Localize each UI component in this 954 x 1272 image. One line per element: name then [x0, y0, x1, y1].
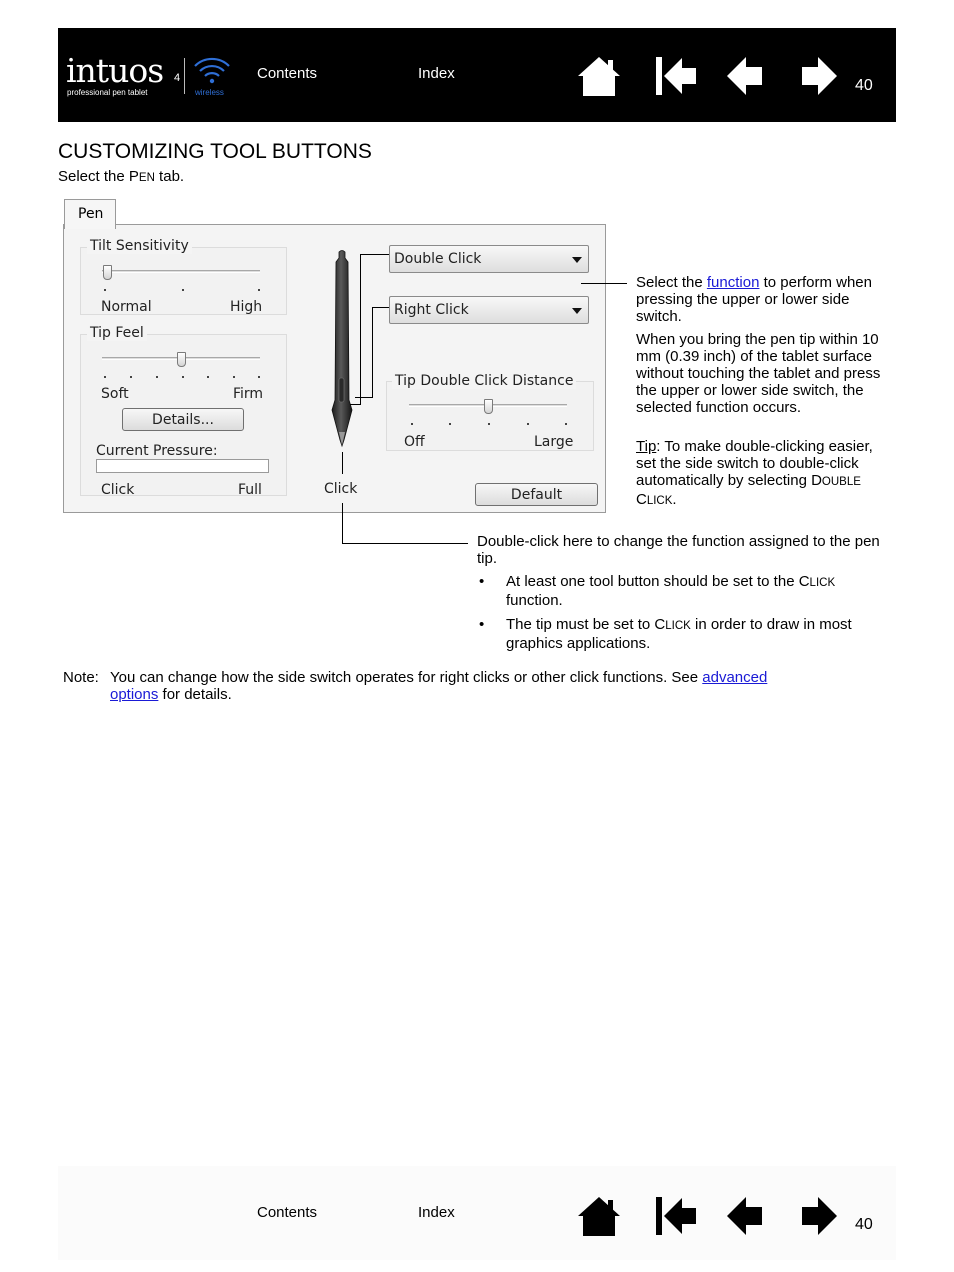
function-link[interactable]: function: [706, 274, 760, 291]
callout-p3-text: : To make double-clicking easier, set the side switch to double-click automatically by selecting D: [636, 438, 873, 489]
tip-feel-low-label: Soft: [101, 386, 129, 402]
index-link[interactable]: Index: [418, 65, 455, 82]
upper-switch-connector: [360, 254, 361, 404]
logo-tagline: professional pen tablet: [67, 88, 148, 97]
page-number: 40: [855, 77, 873, 94]
advanced-options-link[interactable]: options: [110, 686, 159, 703]
tip-callout-line: [342, 503, 343, 543]
pressure-low-label: Click: [101, 482, 135, 498]
callout-p1-post: to perform when pressing the upper or lower side switch.: [636, 274, 872, 325]
intro-sc-first: P: [128, 168, 139, 185]
slider-tick: [130, 376, 132, 378]
callout-p3-end: .: [672, 491, 677, 508]
upper-switch-dropdown[interactable]: [389, 245, 589, 273]
pressure-high-label: Full: [238, 482, 262, 498]
intro-text: [58, 168, 184, 187]
slider-tick: [449, 423, 451, 425]
chevron-down-icon: [572, 308, 582, 314]
tip-callout-bullets: [478, 573, 894, 659]
slider-tick: [207, 376, 209, 378]
intro-sc-rest: EN: [138, 172, 155, 184]
home-icon[interactable]: [577, 1194, 621, 1238]
details-button[interactable]: Details...: [122, 408, 244, 431]
footer-bar: [58, 1166, 896, 1260]
slider-tick: [258, 289, 260, 291]
upper-switch-connector: [360, 254, 389, 255]
slider-tick: [182, 376, 184, 378]
wireless-icon: [192, 54, 232, 88]
wireless-label: wireless: [195, 88, 224, 97]
upper-switch-connector: [350, 404, 361, 405]
tilt-high-label: High: [230, 299, 263, 315]
note-post: for details.: [158, 686, 232, 703]
footer-contents-link[interactable]: Contents: [257, 1204, 318, 1221]
bullet2-sc: LICK: [665, 620, 691, 632]
chevron-down-icon: [572, 257, 582, 263]
slider-tick: [258, 376, 260, 378]
bullet2-pre: The tip must be set to C: [506, 616, 666, 633]
tip-feel-title: Tip Feel: [87, 325, 147, 341]
callout-p3-mid: C: [636, 491, 647, 508]
first-page-icon[interactable]: [654, 54, 698, 98]
default-button[interactable]: Default: [475, 483, 598, 506]
header-bar: [58, 28, 896, 122]
next-page-icon[interactable]: [796, 54, 840, 98]
contents-link[interactable]: Contents: [257, 65, 318, 82]
slider-tick: [565, 423, 567, 425]
slider-tick: [182, 289, 184, 291]
slider-tick: [411, 423, 413, 425]
current-pressure-label: Current Pressure:: [96, 443, 218, 459]
callout-p3-sc1: OUBLE: [821, 476, 861, 488]
pen-illustration: [330, 250, 356, 448]
double-click-distance-slider[interactable]: [484, 399, 493, 414]
lower-switch-connector: [372, 307, 389, 308]
side-switch-callout-p1: [636, 274, 892, 325]
bullet1-post: function.: [506, 592, 563, 609]
callout-p3-sc2: LICK: [646, 495, 673, 507]
slider-tick: [233, 376, 235, 378]
double-click-distance-high-label: Large: [534, 434, 574, 450]
lower-switch-connector: [355, 397, 373, 398]
slider-tick: [488, 423, 490, 425]
bullet1-pre: At least one tool button should be set to the C: [506, 573, 810, 590]
next-page-icon[interactable]: [796, 1194, 840, 1238]
bullet1-sc: LICK: [809, 577, 836, 589]
footer-page-number: 40: [855, 1216, 873, 1233]
home-icon[interactable]: [577, 54, 621, 98]
tip-feel-high-label: Firm: [233, 386, 264, 402]
tip-label: Tip: [636, 438, 657, 455]
note-body: You can change how the side switch operates for right clicks or other click functions. See: [110, 669, 703, 686]
side-switch-callout-p3: [636, 438, 892, 510]
upper-switch-value: Double Click: [394, 251, 482, 267]
footer-index-link[interactable]: Index: [418, 1204, 455, 1221]
page-title: CUSTOMIZING TOOL BUTTONS: [58, 140, 372, 163]
logo-divider: [184, 58, 185, 94]
tilt-sensitivity-slider[interactable]: [103, 265, 112, 280]
tip-callout-line: [342, 543, 468, 544]
slider-tick: [104, 289, 106, 291]
double-click-distance-title: Tip Double Click Distance: [392, 373, 576, 389]
tip-feel-slider[interactable]: [177, 352, 186, 367]
list-item: [478, 573, 894, 609]
bullet2-post: in order to draw in most graphics applications.: [506, 616, 852, 652]
list-item: [478, 616, 894, 652]
lower-switch-dropdown[interactable]: [389, 296, 589, 324]
lower-switch-value: Right Click: [394, 302, 469, 318]
side-switch-callout-p2: When you bring the pen tip within 10 mm (0.39 inch) of the tablet surface without touching the tablet and press the upper or lower side switch, the selected function occurs.: [636, 331, 881, 416]
pen-tip-label: Click: [324, 481, 358, 497]
intro-post: tab.: [154, 168, 185, 185]
pen-tab[interactable]: Pen: [64, 199, 116, 229]
lower-switch-connector: [372, 307, 373, 397]
double-click-distance-low-label: Off: [404, 434, 425, 450]
note-text: [110, 669, 850, 703]
side-switch-callout-line: [581, 283, 627, 284]
slider-tick: [156, 376, 158, 378]
note-label: Note:: [63, 669, 99, 686]
current-pressure-bar: [96, 459, 269, 473]
tilt-low-label: Normal: [101, 299, 152, 315]
tilt-sensitivity-title: Tilt Sensitivity: [87, 238, 192, 254]
intro-pre: Select the: [58, 168, 129, 185]
tip-connector: [342, 452, 343, 474]
callout-p1-pre: Select the: [636, 274, 707, 291]
tip-callout-intro: Double-click here to change the function assigned to the pen tip.: [477, 533, 880, 567]
logo-wordmark: intuos: [66, 51, 164, 90]
slider-tick: [104, 376, 106, 378]
first-page-icon[interactable]: [654, 1194, 698, 1238]
slider-tick: [527, 423, 529, 425]
logo-superscript: 4: [174, 72, 181, 84]
tilt-sensitivity-track: [102, 270, 260, 273]
previous-page-icon[interactable]: [724, 1194, 768, 1238]
intuos-logo: [66, 51, 181, 97]
advanced-options-link[interactable]: advanced: [702, 669, 768, 686]
previous-page-icon[interactable]: [724, 54, 768, 98]
